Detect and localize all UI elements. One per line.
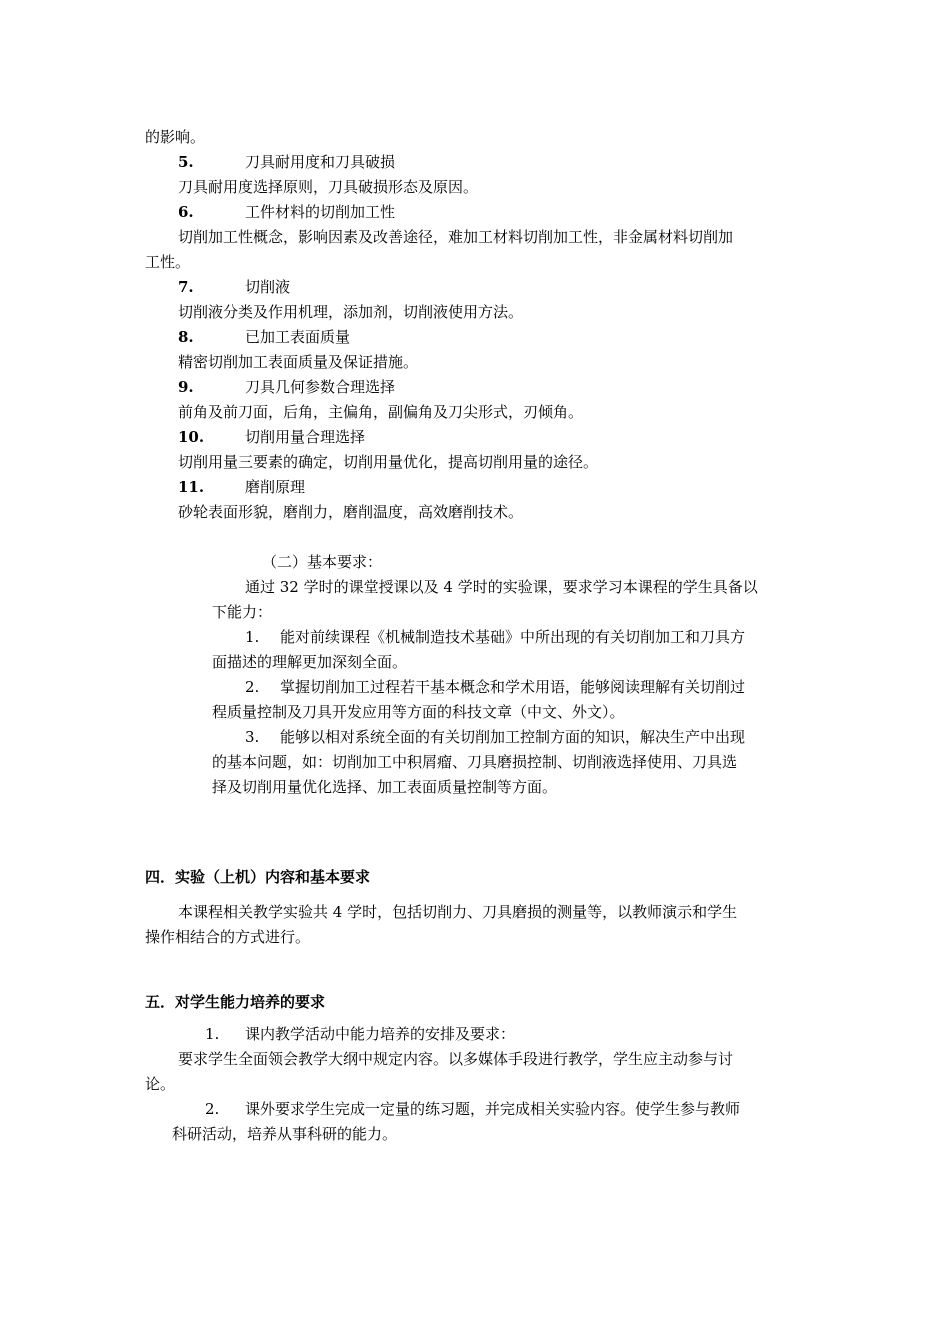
topic-number: 11. (178, 478, 205, 496)
section-heading: 四．实验（上机）内容和基本要求 (145, 868, 371, 886)
topic-number: 7. (178, 278, 194, 296)
topic-description: 切削液分类及作用机理，添加剂，切削液使用方法。 (178, 303, 524, 321)
paragraph-line: 论。 (145, 1075, 176, 1093)
topic-title: 已加工表面质量 (245, 328, 351, 346)
paragraph-line: 操作相结合的方式进行。 (145, 928, 311, 946)
subsection-heading: （二）基本要求： (262, 553, 383, 571)
topic-number: 10. (178, 428, 205, 446)
item-text: 能够以相对系统全面的有关切削加工控制方面的知识，解决生产中出现 (280, 728, 746, 746)
topic-number: 5. (178, 153, 194, 171)
item-number: 2. (205, 1100, 220, 1118)
topic-description: 前角及前刀面，后角，主偏角，副偏角及刀尖形式，刃倾角。 (178, 403, 584, 421)
topic-description: 切削加工性概念，影响因素及改善途径，难加工材料切削加工性，非金属材料切削加 (178, 228, 734, 246)
topic-title: 磨削原理 (245, 478, 306, 496)
topic-description: 工性。 (145, 253, 191, 271)
continued-text: 的影响。 (145, 128, 206, 146)
item-text: 能对前续课程《机械制造技术基础》中所出现的有关切削加工和刀具方 (280, 628, 746, 646)
item-text: 择及切削用量优化选择、加工表面质量控制等方面。 (212, 778, 558, 796)
item-text: 程质量控制及刀具开发应用等方面的科技文章（中文、外文）。 (212, 703, 625, 721)
item-number: 3. (245, 728, 260, 746)
item-text: 面描述的理解更加深刻全面。 (212, 653, 408, 671)
paragraph-line: 要求学生全面领会教学大纲中规定内容。以多媒体手段进行教学，学生应主动参与讨 (178, 1050, 734, 1068)
topic-title: 刀具耐用度和刀具破损 (245, 153, 396, 171)
paragraph-line: 下能力： (212, 603, 273, 621)
item-text: 掌握切削加工过程若干基本概念和学术用语，能够阅读理解有关切削过 (280, 678, 746, 696)
topic-description: 精密切削加工表面质量及保证措施。 (178, 353, 419, 371)
topic-number: 6. (178, 203, 194, 221)
item-text: 的基本问题，如：切削加工中积屑瘤、刀具磨损控制、切削液选择使用、刀具选 (212, 753, 738, 771)
topic-title: 刀具几何参数合理选择 (245, 378, 396, 396)
section-heading: 五．对学生能力培养的要求 (145, 993, 326, 1011)
topic-description: 刀具耐用度选择原则，刀具破损形态及原因。 (178, 178, 479, 196)
item-number: 1. (205, 1025, 220, 1043)
item-number: 1. (245, 628, 260, 646)
topic-description: 切削用量三要素的确定，切削用量优化，提高切削用量的途径。 (178, 453, 599, 471)
topic-number: 8. (178, 328, 194, 346)
paragraph-line: 本课程相关教学实验共 4 学时，包括切削力、刀具磨损的测量等，以教师演示和学生 (178, 903, 738, 921)
paragraph-line: 通过 32 学时的课堂授课以及 4 学时的实验课，要求学习本课程的学生具备以 (245, 578, 758, 596)
item-text: 课内教学活动中能力培养的安排及要求： (245, 1025, 516, 1043)
item-text: 课外要求学生完成一定量的练习题，并完成相关实验内容。使学生参与教师 (245, 1100, 741, 1118)
topic-description: 砂轮表面形貌，磨削力，磨削温度，高效磨削技术。 (178, 503, 524, 521)
topic-title: 切削用量合理选择 (245, 428, 366, 446)
topic-title: 切削液 (245, 278, 291, 296)
topic-title: 工件材料的切削加工性 (245, 203, 396, 221)
item-number: 2. (245, 678, 260, 696)
topic-number: 9. (178, 378, 194, 396)
item-text: 科研活动，培养从事科研的能力。 (172, 1125, 398, 1143)
